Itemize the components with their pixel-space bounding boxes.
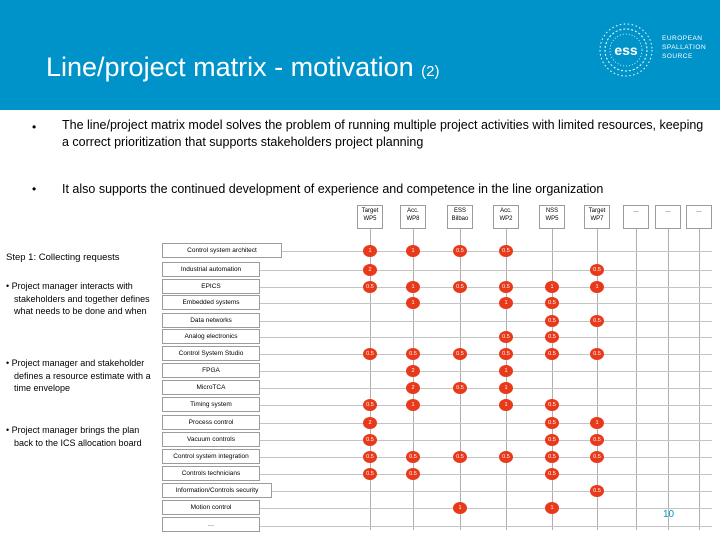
row-gridline (260, 423, 712, 424)
row-label: Vacuum controls (187, 436, 235, 443)
row-label: MicroTCA (196, 384, 226, 391)
column-gridline (506, 229, 507, 530)
column-header: Target WP7 (584, 205, 610, 229)
row-label: Motion control (190, 504, 232, 511)
allocation-cell: 0.5 (545, 451, 559, 463)
row-label: EPICS (201, 283, 221, 290)
row-gridline (272, 491, 712, 492)
allocation-cell: 1 (453, 502, 467, 514)
row-label: Information/Controls security (175, 487, 259, 494)
step-item-text: Project manager interacts with stakeholders and together defines what needs to be done and when (11, 281, 150, 316)
column-header: Target WP5 (357, 205, 383, 229)
row-gridline (260, 337, 712, 338)
allocation-cell: 1 (590, 281, 604, 293)
logo-text (662, 34, 706, 61)
column-header: Acc. WP2 (493, 205, 519, 229)
allocation-cell: 1 (499, 297, 513, 309)
step-item-text: Project manager and stakeholder defines a resource estimate with a time envelope (11, 358, 151, 393)
column-gridline (552, 229, 553, 530)
allocation-cell: 0.5 (590, 264, 604, 276)
row-gridline (260, 457, 712, 458)
allocation-cell: 0.5 (545, 331, 559, 343)
row-gridline (260, 526, 712, 527)
bullet-marker: • (32, 182, 37, 196)
row-gridline (282, 251, 712, 252)
logo-abbr: ess (614, 42, 638, 58)
allocation-cell: 0.5 (363, 451, 377, 463)
row-label: Control system integration (173, 453, 249, 460)
allocation-cell: 0.5 (363, 434, 377, 446)
bullet-text-1: The line/project matrix model solves the problem of running multiple project activities with limited resources, keeping a correct prioritization that supports stakeholders project planning (62, 118, 704, 149)
column-header: NSS WP5 (539, 205, 565, 229)
allocation-cell: 0.5 (363, 281, 377, 293)
allocation-cell: 0.5 (453, 382, 467, 394)
allocation-cell: 2 (363, 264, 377, 276)
allocation-cell: 0.5 (499, 245, 513, 257)
allocation-cell: 0.5 (363, 399, 377, 411)
row-label: Control System Studio (178, 350, 244, 357)
bullet-text-2: It also supports the continued development of experience and competence in the line organization (62, 182, 604, 196)
allocation-cell: 1 (499, 365, 513, 377)
row-gridline (260, 405, 712, 406)
row-label: Industrial automation (180, 266, 242, 273)
row-label: Control system architect (187, 247, 257, 254)
row-gridline (260, 354, 712, 355)
logo-text-line: SOURCE (662, 53, 693, 60)
column-header: Acc. WP8 (400, 205, 426, 229)
row-gridline (260, 270, 712, 271)
allocation-cell: 0.5 (453, 451, 467, 463)
allocation-cell: 0.5 (590, 348, 604, 360)
step-item-2: • Project manager and stakeholder defines a resource estimate with a time envelope (6, 358, 151, 393)
row-label: … (207, 521, 215, 528)
allocation-cell: 2 (406, 382, 420, 394)
logo-text-line: EUROPEAN (662, 35, 703, 42)
column-header: … (623, 205, 649, 229)
allocation-cell: 0.5 (363, 348, 377, 360)
page-number: 10 (663, 509, 675, 520)
row-label: Timing system (190, 401, 232, 408)
row-label: Embedded systems (182, 299, 240, 306)
row-label: FPGA (202, 367, 220, 374)
step-item-1: • Project manager interacts with stakeholders and together defines what needs to be done and when (6, 281, 150, 316)
allocation-cell: 1 (499, 399, 513, 411)
allocation-cell: 0.5 (545, 348, 559, 360)
row-gridline (260, 321, 712, 322)
allocation-cell: 0.5 (545, 417, 559, 429)
row-gridline (260, 440, 712, 441)
allocation-cell: 1 (363, 245, 377, 257)
logo-text-line: SPALLATION (662, 44, 707, 51)
allocation-cell: 2 (363, 417, 377, 429)
column-header: … (655, 205, 681, 229)
allocation-cell: 0.5 (545, 434, 559, 446)
slide-title: Line/project matrix - motivation (2) (46, 52, 440, 82)
allocation-cell: 0.5 (499, 451, 513, 463)
allocation-cell: 0.5 (590, 315, 604, 327)
allocation-cell: 0.5 (545, 315, 559, 327)
allocation-cell: 1 (406, 245, 420, 257)
allocation-cell: 0.5 (406, 348, 420, 360)
allocation-cell: 2 (406, 365, 420, 377)
allocation-cell: 1 (406, 297, 420, 309)
step-title: Step 1: Collecting requests (6, 252, 120, 263)
allocation-cell: 0.5 (363, 468, 377, 480)
step-item-text: Project manager brings the plan back to the ICS allocation board (11, 425, 142, 448)
row-gridline (260, 508, 712, 509)
column-gridline (460, 229, 461, 530)
allocation-cell: 0.5 (590, 451, 604, 463)
column-header: ESS Bilbao (447, 205, 473, 229)
allocation-cell: 1 (545, 281, 559, 293)
step-item-3: • Project manager brings the plan back to the ICS allocation board (6, 425, 142, 448)
slide-title-suffix: (2) (421, 63, 440, 80)
allocation-cell: 1 (545, 502, 559, 514)
allocation-cell: 0.5 (499, 331, 513, 343)
row-label: Controls technicians (181, 470, 241, 477)
allocation-cell: 0.5 (545, 468, 559, 480)
allocation-cell: 1 (590, 417, 604, 429)
allocation-cell: 1 (406, 281, 420, 293)
allocation-cell: 0.5 (453, 245, 467, 257)
row-gridline (260, 287, 712, 288)
allocation-cell: 0.5 (545, 297, 559, 309)
allocation-cell: 0.5 (499, 281, 513, 293)
allocation-cell: 0.5 (545, 399, 559, 411)
allocation-cell: 0.5 (590, 485, 604, 497)
allocation-cell: 0.5 (453, 348, 467, 360)
column-gridline (636, 229, 637, 530)
allocation-cell: 0.5 (406, 451, 420, 463)
row-gridline (260, 371, 712, 372)
row-gridline (260, 388, 712, 389)
row-gridline (260, 474, 712, 475)
bullet-marker: • (32, 120, 37, 134)
column-gridline (668, 229, 669, 530)
row-label: Process control (188, 419, 234, 426)
allocation-cell: 0.5 (590, 434, 604, 446)
row-gridline (260, 303, 712, 304)
column-gridline (699, 229, 700, 530)
allocation-cell: 0.5 (453, 281, 467, 293)
allocation-cell: 1 (406, 399, 420, 411)
column-header: … (686, 205, 712, 229)
row-label: Analog electronics (184, 333, 238, 340)
allocation-cell: 0.5 (499, 348, 513, 360)
allocation-cell: 1 (499, 382, 513, 394)
row-label: Data networks (190, 317, 232, 324)
column-gridline (413, 229, 414, 530)
allocation-cell: 0.5 (406, 468, 420, 480)
